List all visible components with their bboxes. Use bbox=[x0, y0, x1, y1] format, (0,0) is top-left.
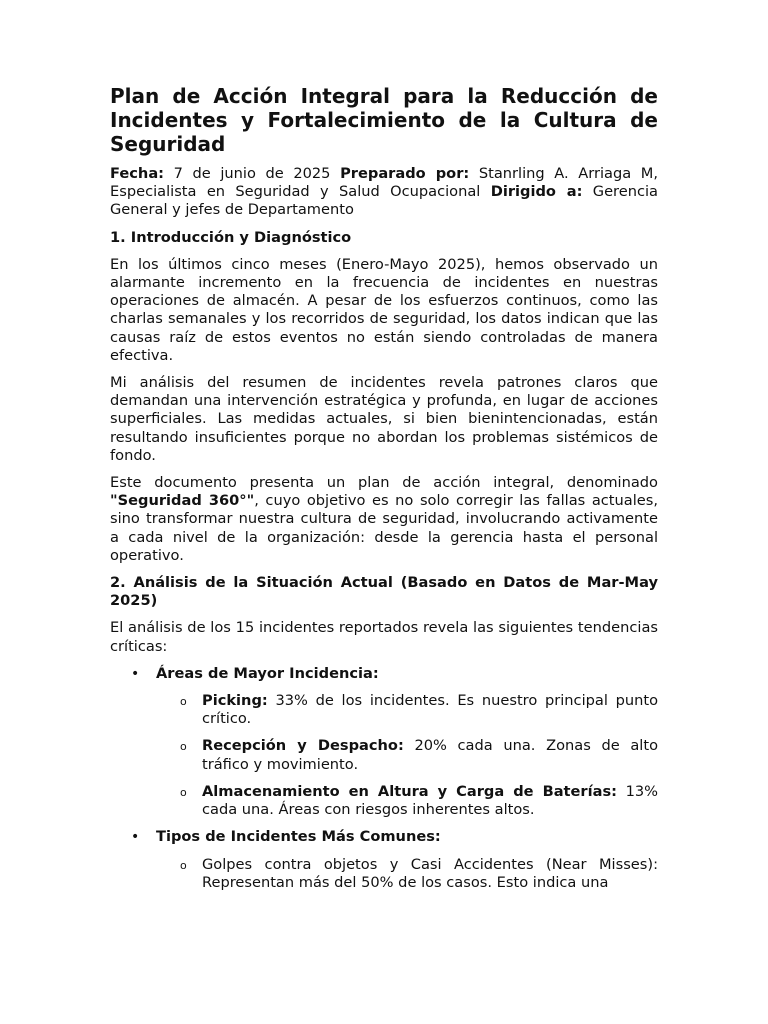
sub-item-label: Recepción y Despacho: bbox=[202, 737, 404, 755]
section-1-heading: 1. Introducción y Diagnóstico bbox=[110, 228, 352, 246]
circle-bullet-icon: o bbox=[180, 740, 187, 754]
dirigido-value: Gerencia General y jefes de Departamento bbox=[110, 183, 658, 219]
trend-list bbox=[110, 665, 658, 892]
section-2-heading: 2. Análisis de la Situación Actual (Basado en Datos de Mar-May 2025) bbox=[110, 574, 658, 610]
document-page bbox=[110, 84, 658, 901]
sub-list-item bbox=[156, 856, 658, 892]
document-meta bbox=[110, 165, 658, 220]
preparado-label: Preparado por: bbox=[340, 165, 470, 182]
bullet-dot-icon: • bbox=[131, 665, 140, 682]
sub-item-label: Almacenamiento en Altura y Carga de Baterías: bbox=[202, 782, 617, 800]
section-1-paragraph-3 bbox=[110, 474, 658, 565]
p3-program-name: "Seguridad 360°" bbox=[110, 492, 255, 510]
circle-bullet-icon: o bbox=[180, 858, 187, 872]
document-title: Plan de Acción Integral para la Reducción de Incidentes y Fortalecimiento de la Cultura de Seguridad bbox=[110, 84, 658, 156]
sub-list-item bbox=[156, 783, 658, 819]
fecha-label: Fecha: bbox=[110, 165, 164, 182]
bullet-dot-icon: • bbox=[131, 829, 140, 846]
sub-item-text: 20% cada una. Zonas de alto tráfico y movimiento. bbox=[202, 737, 658, 773]
preparado-value: Stanrling A. Arriaga M, Especialista en Seguridad y Salud Ocupacional bbox=[110, 165, 658, 201]
bullet-label: Áreas de Mayor Incidencia: bbox=[156, 664, 379, 682]
section-1-paragraph-1: En los últimos cinco meses (Enero-Mayo 2025), hemos observado un alarmante incremento en la frecuencia de incidentes en nuestras operaciones de almacén. A pesar de los esfuerzos continuos, como las charlas semanales y los recorridos de seguridad, los datos indican que las causas raíz de estos eventos no están siendo controladas de manera efectiva. bbox=[110, 255, 658, 364]
circle-bullet-icon: o bbox=[180, 695, 187, 709]
list-item bbox=[110, 665, 658, 819]
sub-item-text: 13% cada una. Áreas con riesgos inherentes altos. bbox=[202, 782, 659, 819]
sub-list bbox=[156, 692, 658, 819]
dirigido-label: Dirigido a: bbox=[490, 183, 583, 201]
p3-text-post: , cuyo objetivo es no solo corregir las fallas actuales, sino transformar nuestra cultura de seguridad, involucrando activamente a cada nivel de la organización: desde la gerencia hasta el personal operativo. bbox=[110, 492, 658, 564]
section-1-paragraph-2: Mi análisis del resumen de incidentes revela patrones claros que demandan una intervención estratégica y profunda, en lugar de acciones superficiales. Las medidas actuales, si bien bienintencionadas, están resultando insuficientes porque no abordan los problemas sistémicos de fondo. bbox=[110, 374, 658, 464]
sub-list-item bbox=[156, 692, 658, 728]
circle-bullet-icon: o bbox=[180, 785, 187, 799]
sub-item-label: Picking: bbox=[202, 692, 268, 710]
sub-item-text: 33% de los incidentes. Es nuestro principal punto crítico. bbox=[202, 692, 658, 728]
section-2-intro: El análisis de los 15 incidentes reportados revela las siguientes tendencias críticas: bbox=[110, 619, 658, 655]
bullet-label: Tipos de Incidentes Más Comunes: bbox=[156, 828, 441, 846]
p3-text-pre: Este documento presenta un plan de acción integral, denominado bbox=[110, 474, 658, 492]
list-item bbox=[110, 828, 658, 892]
sub-list-item bbox=[156, 737, 658, 773]
fecha-value: 7 de junio de 2025 bbox=[164, 165, 341, 182]
sub-item-text: Golpes contra objetos y Casi Accidentes (Near Misses): Representan más del 50% de los casos. Esto indica una bbox=[202, 855, 658, 891]
sub-list bbox=[156, 856, 658, 892]
